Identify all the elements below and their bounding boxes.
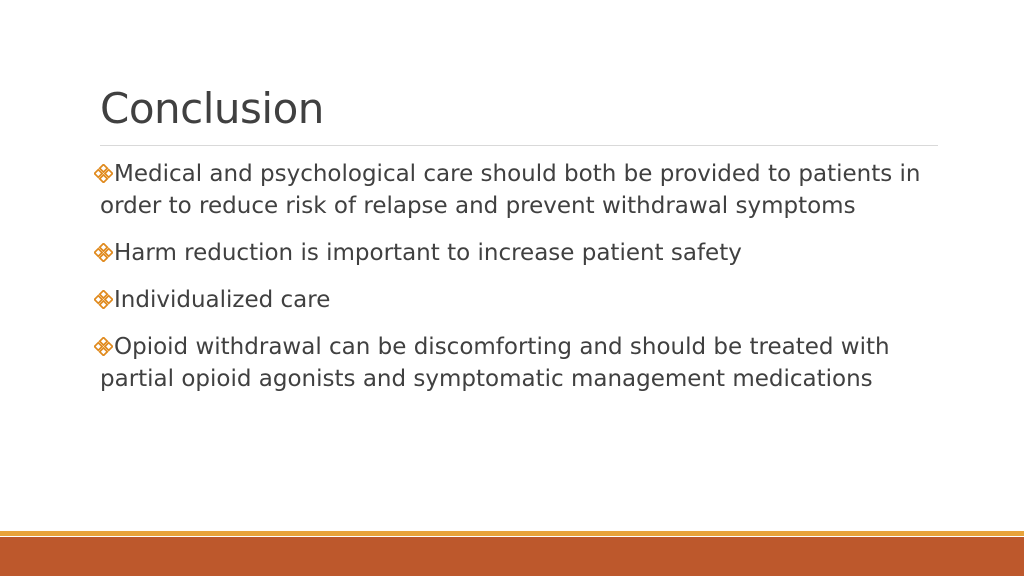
- footer-accent-line: [0, 531, 1024, 536]
- diamond-bullet-icon: [94, 164, 113, 183]
- footer-band: [0, 537, 1024, 576]
- diamond-bullet-icon: [94, 243, 113, 262]
- bullet-item: [100, 331, 950, 395]
- bullet-text: Harm reduction is important to increase patient safety: [114, 240, 742, 266]
- bullet-item: [100, 237, 950, 269]
- title-divider: [100, 145, 938, 146]
- bullet-text: Individualized care: [114, 287, 331, 313]
- diamond-bullet-icon: [94, 290, 113, 309]
- diamond-bullet-icon: [94, 337, 113, 356]
- bullet-text: Medical and psychological care should both be provided to patients in order to reduce risk of relapse and prevent withdrawal symptoms: [100, 161, 921, 219]
- bullet-list: [100, 158, 950, 410]
- bullet-text: Opioid withdrawal can be discomforting and should be treated with partial opioid agonists and symptomatic management medications: [100, 334, 890, 392]
- bullet-item: [100, 284, 950, 316]
- bullet-item: [100, 158, 950, 222]
- slide-title: Conclusion: [100, 84, 324, 133]
